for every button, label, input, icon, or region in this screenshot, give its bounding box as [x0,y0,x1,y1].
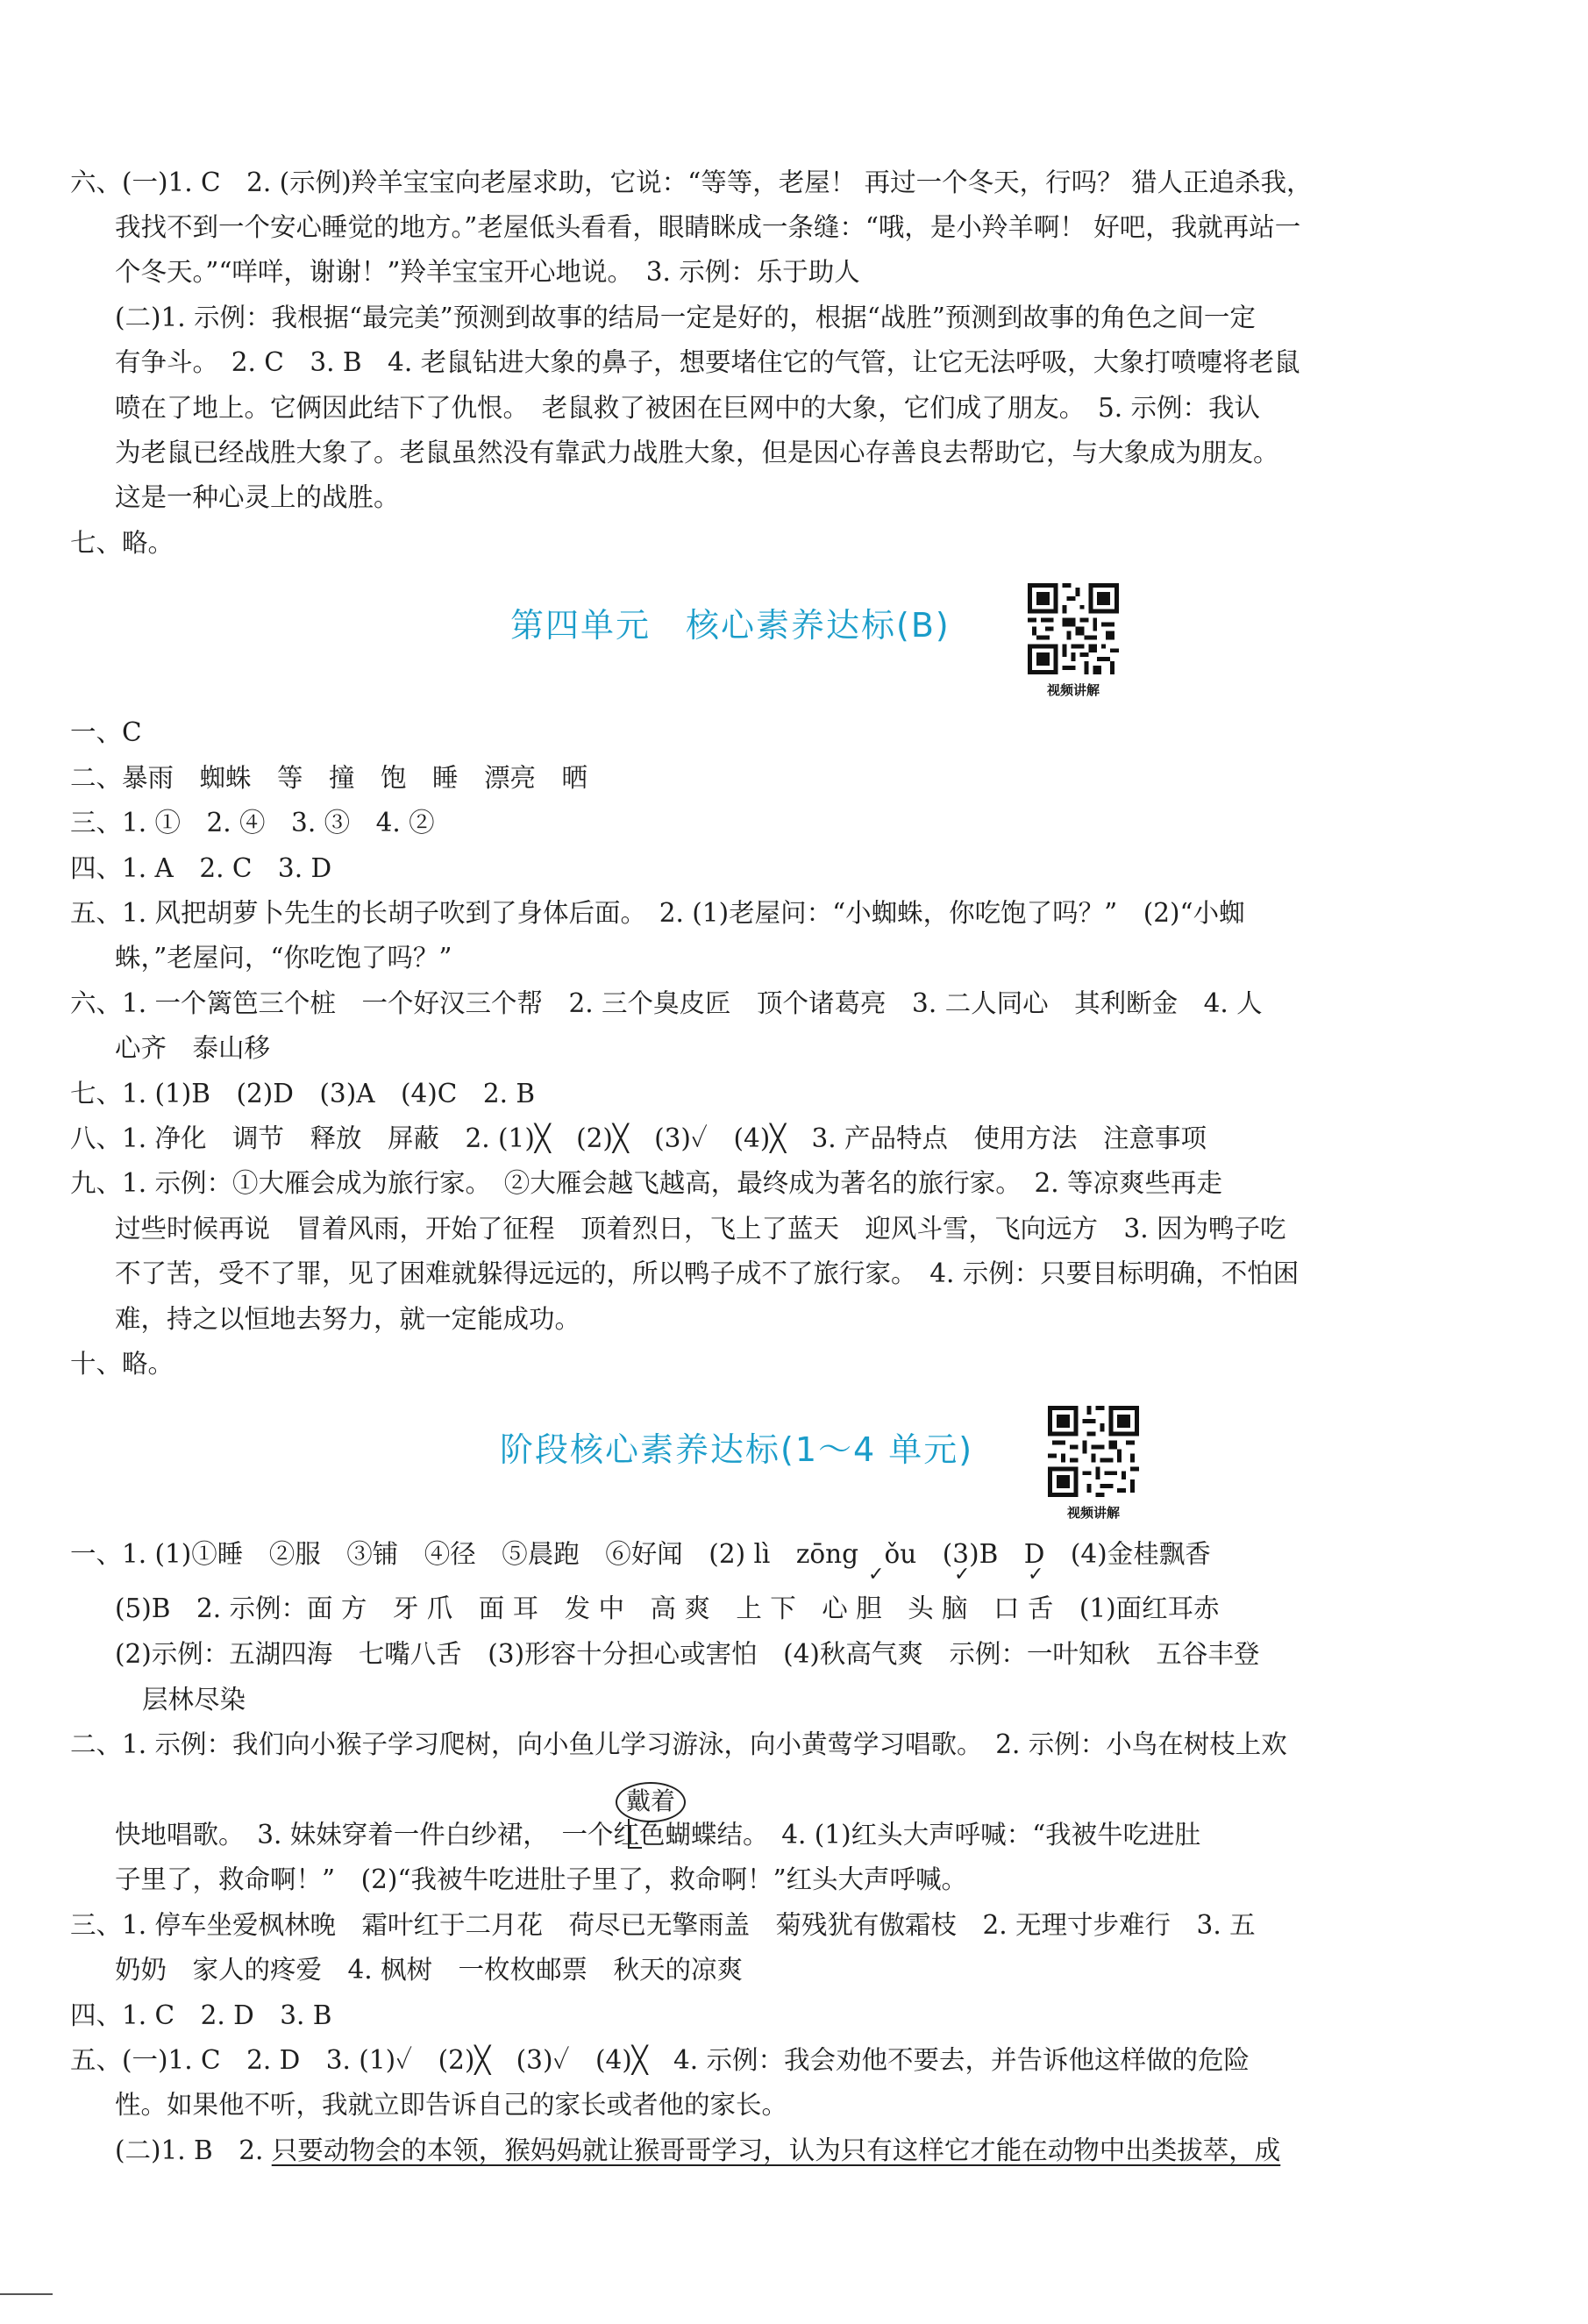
section-title: 第四单元 核心素养达标(B) [510,606,951,645]
answer-line: 五、(一)1. C 2. D 3. (1)✓ (2)╳ (3)✓ (4)╳ 4. 示例：我会劝他不要去，并告诉他这样做的危险 [70,2045,1250,2075]
answer-line: 心齐 泰山移 [115,1033,271,1063]
answer-line [115,2128,1439,2173]
answer-line: 五、1. 风把胡萝卜先生的长胡子吹到了身体后面。 2. (1)老屋问：“小蜘蛛，你吃饱了吗？” (2)“小蜘 [70,898,1245,928]
answer-line: 层林尽染 [142,1685,246,1714]
answer-line: 七、1. (1)B (2)D (3)A (4)C 2. B [70,1079,536,1109]
answer-line: 四、1. C 2. D 3. B [70,2000,332,2030]
check-mark-icon: ✓ [1028,1564,1044,1586]
qr-caption: 视频讲解 [1046,682,1100,698]
answer-line: 六、(一)1. C 2. (示例)羚羊宝宝向老屋求助，它说：“等等，老屋！ 再过一个冬天，行吗？ 猎人正追杀我， [70,168,1313,197]
check-mark-icon: ✓ [868,1564,885,1586]
answer-line: 三、1. ① 2. ④ 3. ③ 4. ② [70,808,435,838]
qr-code-icon[interactable] [1028,583,1119,674]
answer-line: 八、1. 净化 调节 释放 屏蔽 2. (1)╳ (2)╳ (3)✓ (4)╳ 3. 产品特点 使用方法 注意事项 [70,1123,1207,1153]
answer-line: 蛛，”老屋问，“你吃饱了吗？” [115,943,452,973]
answer-line: 个冬天。”“咩咩，谢谢！”羚羊宝宝开心地说。 3. 示例：乐于助人 [115,257,860,287]
answer-line: 这是一种心灵上的战胜。 [115,482,400,512]
underlined-answer: 只要动物会的本领，猴妈妈就让猴哥哥学习，认为只有这样它才能在动物中出类拔萃，成 [271,2135,1281,2165]
answer-line: (二)1. 示例：我根据“最完美”预测到故事的结局一定是好的，根据“战胜”预测到故事的角色之间一定 [115,303,1256,332]
answer-prefix: (二)1. B 2. [115,2135,272,2165]
page-rule [0,2293,53,2295]
answer-line: 快地唱歌。 3. 妹妹穿着一件白纱裙， 一个红色蝴蝶结。 4. (1)红头大声呼喊：“我被牛吃进肚 [115,1820,1201,1850]
check-mark-icon: ✓ [954,1564,971,1586]
answer-line: 过些时候再说 冒着风雨，开始了征程 顶着烈日，飞上了蓝天 迎风斗雪，飞向远方 3. 因为鸭子吃 [115,1214,1286,1244]
answer-line: 有争斗。 2. C 3. B 4. 老鼠钻进大象的鼻子，想要堵住它的气管，让它无法呼吸，大象打喷嚏将老鼠 [115,347,1300,377]
answer-line: 二、暴雨 蜘蛛 等 撞 饱 睡 漂亮 晒 [70,763,588,793]
answer-line: 九、1. 示例：①大雁会成为旅行家。 ②大雁会越飞越高，最终成为著名的旅行家。 2. 等凉爽些再走 [70,1168,1223,1198]
answer-line: 子里了，救命啊！” (2)“我被牛吃进肚子里了，救命啊！”红头大声呼喊。 [115,1864,968,1894]
answer-line: 难，持之以恒地去努力，就一定能成功。 [115,1304,581,1334]
answer-line: 奶奶 家人的疼爱 4. 枫树 一枚枚邮票 秋天的凉爽 [115,1955,744,1985]
answer-line: 三、1. 停车坐爱枫林晚 霜叶红于二月花 荷尽已无擎雨盖 菊残犹有傲霜枝 2. 无理寸步难行 3. 五 [70,1910,1256,1940]
answer-line: 十、略。 [70,1349,174,1379]
answer-line: 为老鼠已经战胜大象了。老鼠虽然没有靠武力战胜大象，但是因心存善良去帮助它，与大象成为朋友。 [115,438,1279,467]
answer-line: 二、1. 示例：我们向小猴子学习爬树，向小鱼儿学习游泳，向小黄莺学习唱歌。 2. 示例：小鸟在树枝上欢 [70,1729,1287,1759]
answer-line: 一、C [70,717,142,747]
qr-caption: 视频讲解 [1066,1505,1120,1521]
answer-line: 喷在了地上。它俩因此结下了仇恨。 老鼠救了被困在巨网中的大象，它们成了朋友。 5. 示例：我认 [115,393,1261,423]
answer-line: (2)示例：五湖四海 七嘴八舌 (3)形容十分担心或害怕 (4)秋高气爽 示例：一叶知秋 五谷丰登 [115,1639,1260,1669]
answer-line: (5)B 2. 示例：面 方 牙 爪 面 耳 发 中 高 爽 上 下 心 胆 头 脑 口 舌 (1)面红耳赤 [115,1593,1220,1623]
section-title: 阶段核心素养达标(1～4 单元) [500,1430,974,1469]
answer-line: 七、略。 [70,528,174,558]
answer-line: 我找不到一个安心睡觉的地方。”老屋低头看看，眼睛眯成一条缝：“哦，是小羚羊啊！ 好吧，我就再站一 [115,212,1301,242]
insertion-bubble: 戴着 [616,1782,686,1822]
answer-line: 六、1. 一个篱笆三个桩 一个好汉三个帮 2. 三个臭皮匠 顶个诸葛亮 3. 二人同心 其利断金 4. 人 [70,988,1263,1018]
answer-line: 一、1. (1)①睡 ②服 ③铺 ④径 ⑤晨跑 ⑥好闻 (2) lì zōng ǒu (3)B D (4)金桂飘香 [70,1539,1211,1569]
answer-line: 不了苦，受不了罪，见了困难就躲得远远的，所以鸭子成不了旅行家。 4. 示例：只要目标明确，不怕困 [115,1258,1300,1288]
qr-code-icon[interactable] [1048,1406,1139,1497]
answer-line: 性。如果他不听，我就立即告诉自己的家长或者他的家长。 [115,2090,788,2120]
answer-line: 四、1. A 2. C 3. D [70,853,332,883]
